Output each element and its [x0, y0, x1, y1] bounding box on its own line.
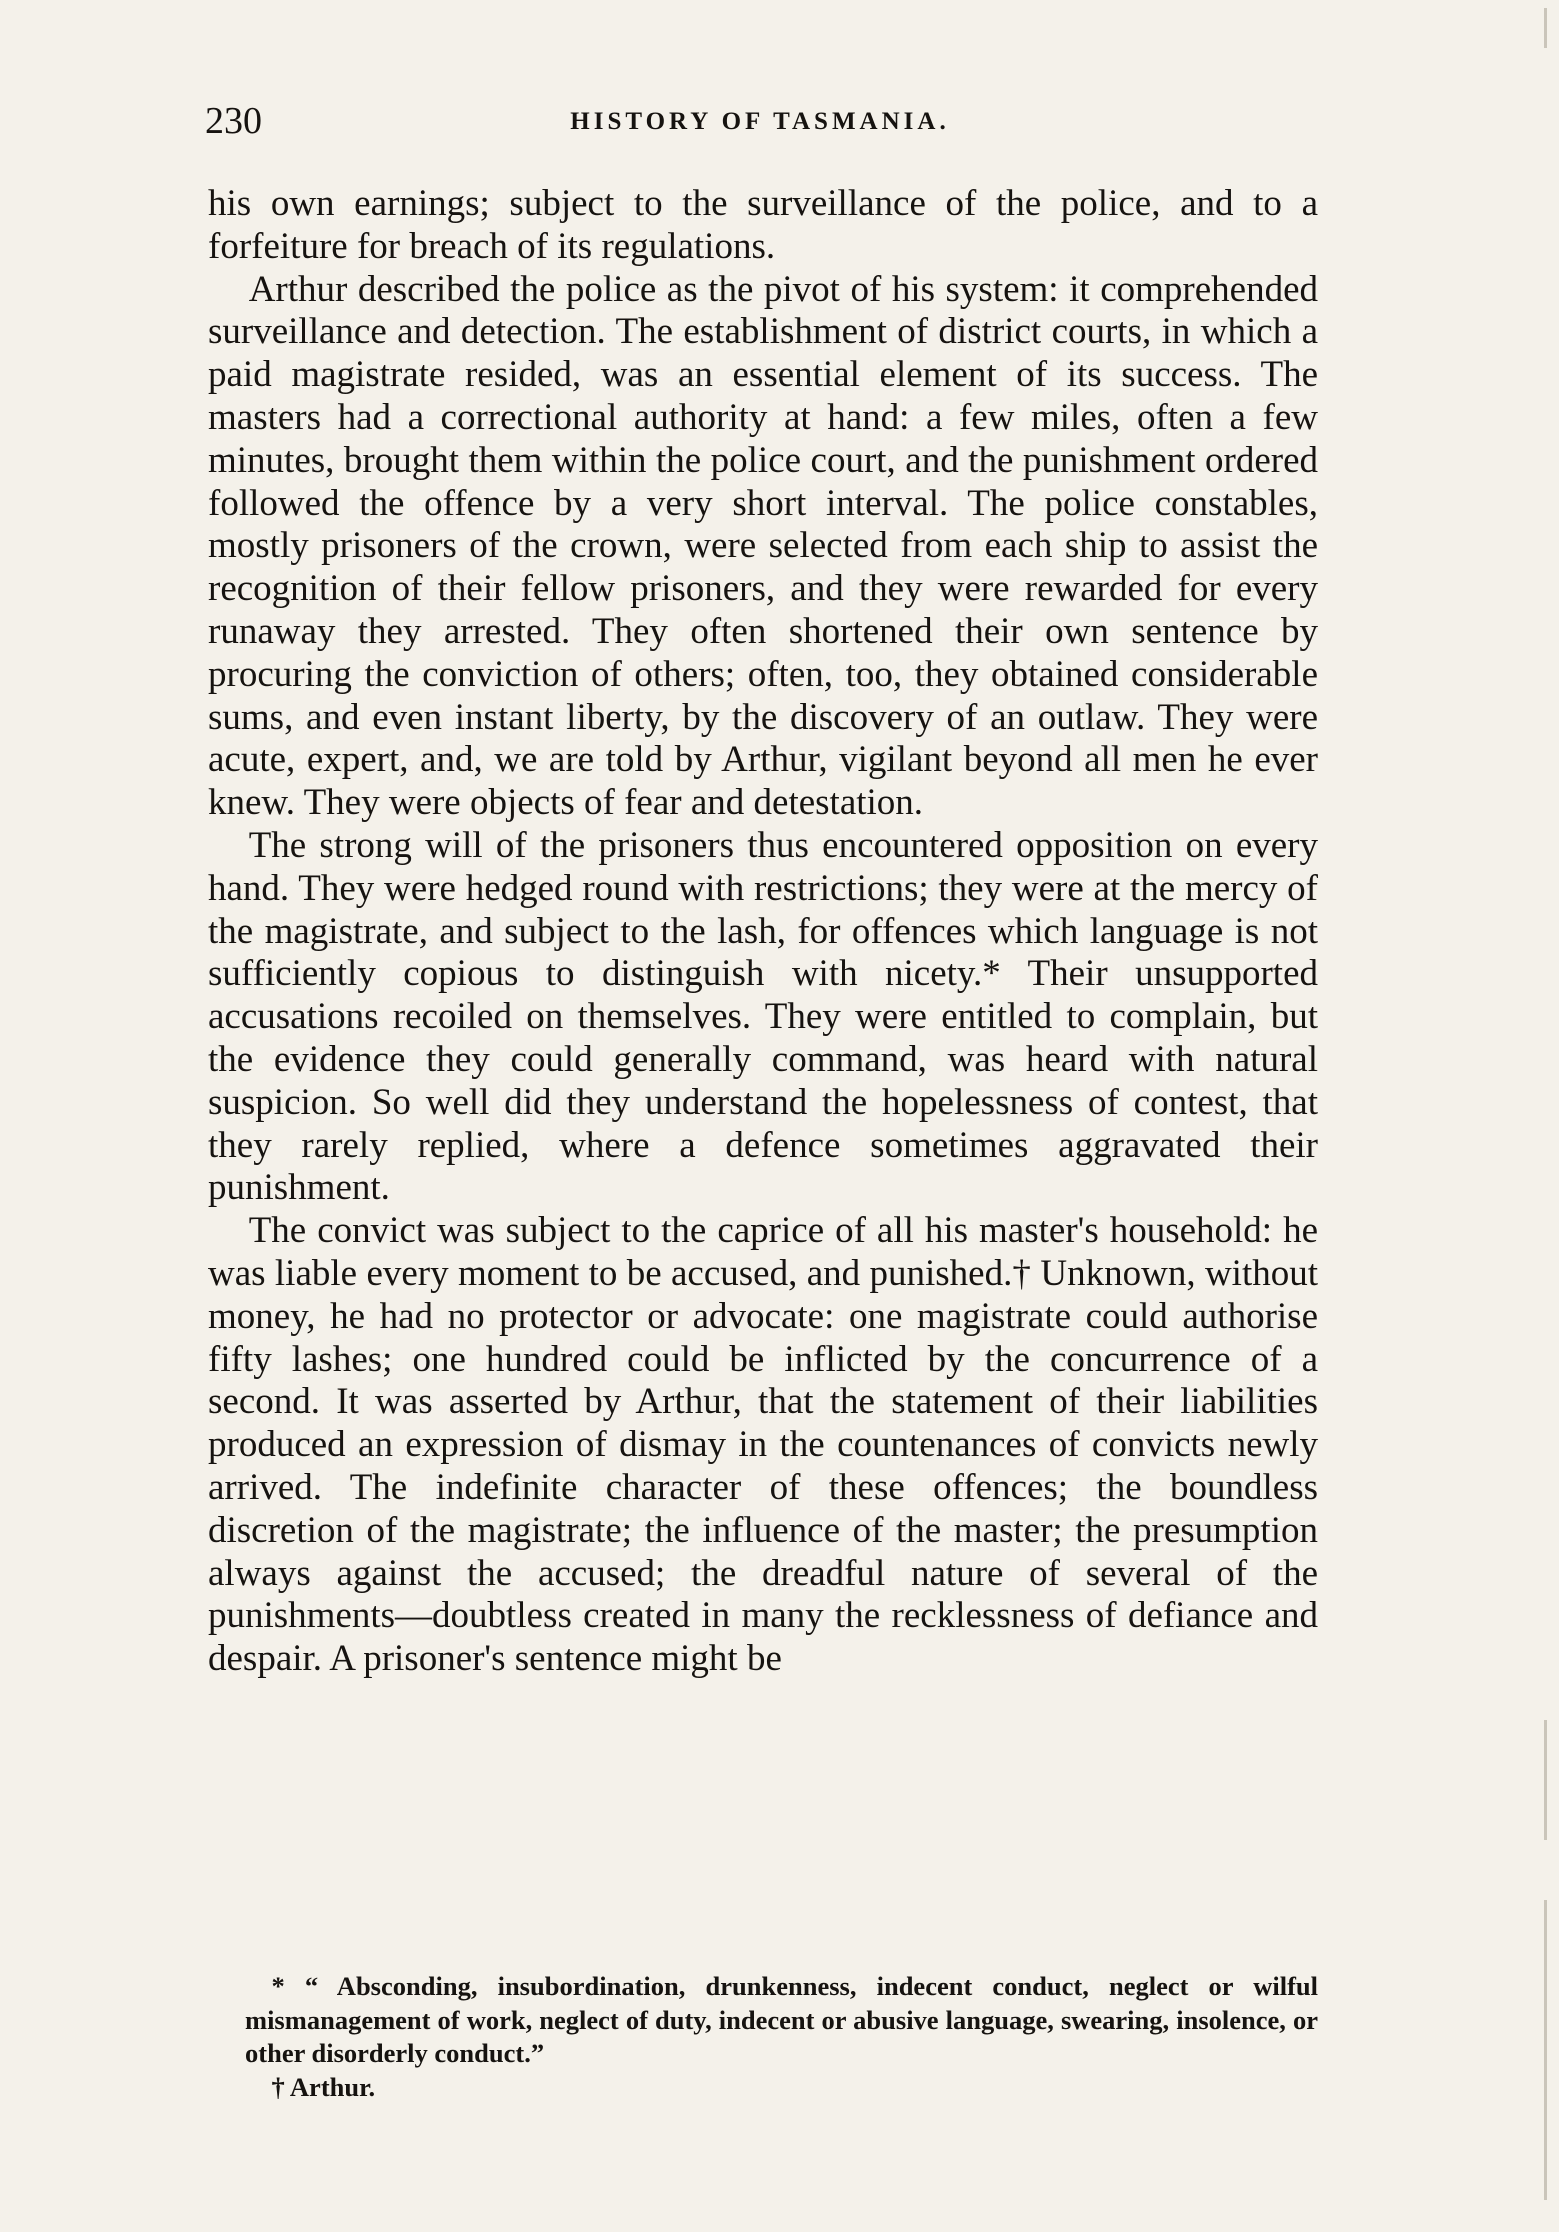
paragraph-convict: The convict was subject to the caprice of all his master's household: he was liable every moment to be accused, and punished.† Unknown, without money, he had no protector or advocate: one magistrate could authorise fifty lashes; one hundred could be inflicted by the concurrence of a second. It was asserted by Arthur, that the statement of their liabilities produced an expression of dismay in the countenances of convicts newly arrived. The indefinite character of these offences; the boundless discretion of the magistrate; the influence of the master; the presumption always against the accused; the dreadful nature of several of the punishments—doubtless created in many the recklessness of defiance and despair. A prisoner's sentence might be [208, 1210, 1318, 1680]
running-head [205, 96, 1315, 146]
footnote-2 [245, 2071, 1318, 2105]
footnote-1 [245, 1970, 1318, 2071]
footnote-mark: † [271, 2071, 285, 2102]
footnote-text: Arthur. [289, 2071, 376, 2102]
footnote-mark: * [271, 1971, 285, 2001]
footnotes [245, 1970, 1318, 2104]
footnote-text: “ Absconding, insubordination, drunkenness, indecent conduct, neglect or wilful mismanagement of work, neglect of duty, indecent or abusive language, swearing, insolence, or other disorderly conduct.” [245, 1971, 1319, 2068]
page-number: 230 [205, 100, 262, 142]
running-title: HISTORY OF TASMANIA. [570, 108, 950, 135]
paragraph-police: Arthur described the police as the pivot of his system: it comprehended surveillance and detection. The establishment of district courts, in which a paid magistrate resided, was an essential element of its success. The masters had a correctional authority at hand: a few miles, often a few minutes, brought them within the police court, and the punishment ordered followed the offence by a very short interval. The police constables, mostly prisoners of the crown, were selected from each ship to assist the recognition of their fellow prisoners, and they were rewarded for every runaway they arrested. They often shortened their own sentence by procuring the conviction of others; often, too, they obtained considerable sums, and even instant liberty, by the discovery of an outlaw. They were acute, expert, and, we are told by Arthur, vigilant beyond all men he ever knew. They were objects of fear and detestation. [208, 268, 1318, 824]
body-text [208, 183, 1318, 1681]
page-edge-mark [1544, 8, 1547, 48]
paragraph-prisoners: The strong will of the prisoners thus encountered opposition on every hand. They were hedged round with restrictions; they were at the mercy of the magistrate, and subject to the lash, for offences which language is not sufficiently copious to distinguish with nicety.* Their unsupported accusations recoiled on themselves. They were entitled to complain, but the evidence they could generally command, was heard with natural suspicion. So well did they understand the hopelessness of contest, that they rarely replied, where a defence sometimes aggravated their punishment. [208, 824, 1318, 1209]
paragraph-continued: his own earnings; subject to the surveillance of the police, and to a forfeiture for breach of its regulations. [208, 183, 1318, 267]
page-edge-mark [1544, 1900, 1547, 2200]
page-edge-mark [1544, 1720, 1547, 1840]
